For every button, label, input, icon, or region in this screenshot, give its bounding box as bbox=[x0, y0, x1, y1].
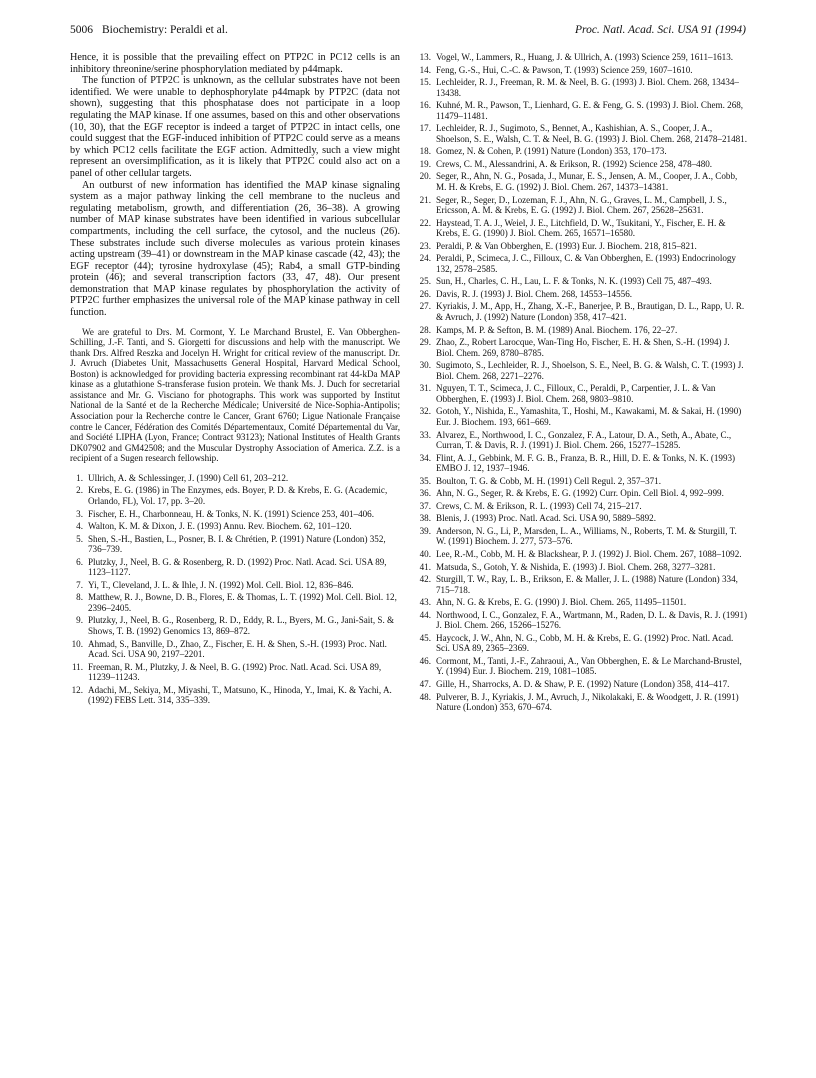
reference-text: Sugimoto, S., Lechleider, R. J., Shoelson, S. E., Neel, B. G. & Walsh, C. T. (1993) J. Biol. Chem. 268, 2271–2276. bbox=[436, 360, 744, 381]
reference-text: Pulverer, B. J., Kyriakis, J. M., Avruch, J., Nikolakaki, E. & Woodgett, J. R. (1991) Nature (London) 353, 670–674. bbox=[436, 691, 739, 713]
left-column bbox=[70, 52, 400, 708]
reference-number: 11. bbox=[71, 661, 83, 672]
reference-item bbox=[70, 485, 400, 506]
reference-text: Davis, R. J. (1993) J. Biol. Chem. 268, 14553–14556. bbox=[436, 288, 633, 299]
reference-number: 45. bbox=[419, 632, 431, 643]
reference-text: Peraldi, P. & Van Obberghen, E. (1993) Eur. J. Biochem. 218, 815–821. bbox=[436, 240, 697, 251]
reference-text: Gille, H., Sharrocks, A. D. & Shaw, P. E. (1992) Nature (London) 358, 414–417. bbox=[436, 678, 730, 689]
reference-number: 38. bbox=[419, 513, 431, 524]
reference-text: Lechleider, R. J., Freeman, R. M. & Neel, B. G. (1993) J. Biol. Chem. 268, 13434–13438. bbox=[436, 77, 739, 98]
reference-number: 30. bbox=[419, 360, 431, 371]
reference-number: 18. bbox=[419, 146, 431, 157]
reference-item bbox=[418, 501, 748, 512]
page-number: 5006 bbox=[70, 24, 93, 36]
reference-item bbox=[70, 615, 400, 636]
reference-item bbox=[418, 476, 748, 487]
reference-item bbox=[418, 488, 748, 499]
reference-number: 40. bbox=[419, 548, 431, 559]
right-column bbox=[418, 52, 748, 715]
reference-text: Krebs, E. G. (1986) in The Enzymes, eds. Boyer, P. D. & Krebs, E. G. (Academic, Orlando, FL), Vol. 17, pp. 3–20. bbox=[88, 485, 388, 506]
reference-text: Blenis, J. (1993) Proc. Natl. Acad. Sci. USA 90, 5889–5892. bbox=[436, 513, 657, 524]
reference-item bbox=[418, 383, 748, 404]
reference-text: Lee, R.-M., Cobb, M. H. & Blackshear, P. J. (1992) J. Biol. Chem. 267, 1088–1092. bbox=[436, 548, 742, 559]
reference-text: Sturgill, T. W., Ray, L. B., Erikson, E. & Maller, J. L. (1988) Nature (London) 334, 715–718. bbox=[436, 574, 738, 595]
reference-text: Peraldi, P., Scimeca, J. C., Filloux, C. & Van Obberghen, E. (1993) Endocrinology 132, 2578–2585. bbox=[436, 253, 736, 274]
body-paragraph: Hence, it is possible that the prevailing effect on PTP2C in PC12 cells is an inhibitory threonine/serine phosphorylation mediated by p44mapk. bbox=[70, 52, 400, 75]
reference-item bbox=[70, 534, 400, 555]
reference-text: Seger, R., Ahn, N. G., Posada, J., Munar, E. S., Jensen, A. M., Cooper, J. A., Cobb, M. H. & Krebs, E. G. (1992) J. Biol. Chem. 267, 14373–14381. bbox=[436, 171, 738, 193]
reference-text: Haycock, J. W., Ahn, N. G., Cobb, M. H. & Krebs, E. G. (1992) Proc. Natl. Acad. Sci. USA 89, 2365–2369. bbox=[436, 632, 734, 654]
reference-item bbox=[418, 325, 748, 336]
reference-number: 37. bbox=[419, 500, 431, 511]
reference-item bbox=[418, 195, 748, 216]
reference-item bbox=[418, 289, 748, 300]
reference-number: 47. bbox=[419, 678, 431, 689]
reference-text: Sun, H., Charles, C. H., Lau, L. F. & Tonks, N. K. (1993) Cell 75, 487–493. bbox=[436, 276, 712, 287]
reference-text: Lechleider, R. J., Sugimoto, S., Bennet, A., Kashishian, A. S., Cooper, J. A., Shoelson, S. E., Walsh, C. T. & Neel, B. G. (1993) J. Biol. Chem. 268, 21478–21481. bbox=[436, 123, 747, 144]
reference-text: Zhao, Z., Robert Larocque, Wan-Ting Ho, Fischer, E. H. & Shen, S.-H. (1994) J. Biol. Chem. 269, 8780–8785. bbox=[436, 337, 730, 358]
reference-item bbox=[70, 473, 400, 484]
reference-number: 46. bbox=[419, 655, 431, 666]
reference-item bbox=[70, 685, 400, 706]
reference-number: 24. bbox=[419, 253, 431, 264]
running-head: Biochemistry: Peraldi et al. bbox=[102, 24, 228, 36]
reference-item bbox=[418, 513, 748, 524]
reference-text: Fischer, E. H., Charbonneau, H. & Tonks, N. K. (1991) Science 253, 401–406. bbox=[88, 508, 374, 519]
reference-number: 5. bbox=[76, 533, 83, 544]
reference-number: 41. bbox=[419, 561, 431, 572]
reference-number: 16. bbox=[419, 100, 431, 111]
reference-item bbox=[418, 453, 748, 474]
reference-text: Crews, C. M. & Erikson, R. L. (1993) Cell 74, 215–217. bbox=[436, 500, 642, 511]
reference-number: 43. bbox=[419, 597, 431, 608]
reference-list-right bbox=[418, 52, 748, 713]
reference-text: Nguyen, T. T., Scimeca, J. C., Filloux, C., Peraldi, P., Carpentier, J. L. & Van Obberghen, E. (1993) J. Biol. Chem. 268, 9803–9810. bbox=[436, 383, 716, 404]
reference-text: Alvarez, E., Northwood, I. C., Gonzalez, F. A., Latour, D. A., Seth, A., Abate, C., Curran, T. & Davis, R. J. (1991) J. Biol. Chem. 266, 15277–15285. bbox=[436, 429, 732, 451]
reference-text: Freeman, R. M., Plutzky, J. & Neel, B. G. (1992) Proc. Natl. Acad. Sci. USA 89, 11239–11243. bbox=[88, 661, 382, 683]
reference-item bbox=[70, 592, 400, 613]
reference-number: 21. bbox=[419, 194, 431, 205]
reference-number: 25. bbox=[419, 276, 431, 287]
reference-number: 33. bbox=[419, 429, 431, 440]
reference-text: Gomez, N. & Cohen, P. (1991) Nature (London) 353, 170–173. bbox=[436, 146, 667, 157]
reference-text: Anderson, N. G., Li, P., Marsden, L. A., Williams, N., Roberts, T. M. & Sturgill, T. W. (1991) Biochem. J. 277, 573–576. bbox=[436, 525, 737, 547]
reference-number: 12. bbox=[71, 684, 83, 695]
reference-text: Kyriakis, J. M., App, H., Zhang, X.-F., Banerjee, P. B., Brautigan, D. L., Rapp, U. R. & Avruch, J. (1992) Nature (London) 358, 417–421. bbox=[436, 301, 745, 323]
reference-number: 19. bbox=[419, 158, 431, 169]
acknowledgments: We are grateful to Drs. M. Cormont, Y. Le Marchand Brustel, E. Van Obberghen-Schilling, J.-F. Tanti, and S. Giorgetti for discussions and help with the manuscript. We thank Drs. Alfred Reszka and Jocelyn H. Wright for critical review of the manuscript. Dr. J. Avruch (Diabetes Unit, Massachusetts General Hospital, Harvard Medical School, Boston) is acknowledged for providing bacteria expressing recombinant rat 44-kDa MAP kinase as a glutathione S-transferase fusion protein. We thank Ms. J. Duch for secretarial assistance and Mr. G. Visciano for photographs. This work was supported by Institut National de la Santé et de la Recherche Médicale; Université de Nice-Sophia-Antipolis; Association pour la Recherche contre le Cancer, Grant 6760; Ligue Nationale Française contre le Cancer, Fédération des Comités Départementaux, Comité Départemental du Var, and Société LIPHA (Lyon, France; Contract 93123); National Institutes of Health Grants DK07902 and GM42508; and the Muscular Dystrophy Association of America. Z.Z. is a recipient of a Sugen research fellowship. bbox=[70, 326, 400, 464]
reference-text: Ahn, N. G., Seger, R. & Krebs, E. G. (1992) Curr. Opin. Cell Biol. 4, 992–999. bbox=[436, 488, 724, 499]
reference-item bbox=[418, 562, 748, 573]
reference-item bbox=[418, 337, 748, 358]
reference-text: Ahn, N. G. & Krebs, E. G. (1990) J. Biol. Chem. 265, 11495–11501. bbox=[436, 597, 687, 608]
reference-item bbox=[418, 218, 748, 239]
reference-item bbox=[418, 123, 748, 144]
reference-text: Adachi, M., Sekiya, M., Miyashi, T., Matsuno, K., Hinoda, Y., Imai, K. & Yachi, A. (1992) FEBS Lett. 314, 335–339. bbox=[88, 684, 392, 706]
reference-item bbox=[418, 65, 748, 76]
reference-item bbox=[418, 253, 748, 274]
reference-list-left bbox=[70, 473, 400, 706]
reference-text: Seger, R., Seger, D., Lozeman, F. J., Ahn, N. G., Graves, L. M., Campbell, J. S., Ericsson, A. M. & Krebs, E. G. (1992) J. Biol. Chem. 267, 25628–25631. bbox=[436, 194, 727, 216]
reference-number: 9. bbox=[76, 615, 83, 626]
reference-item bbox=[418, 360, 748, 381]
reference-item bbox=[418, 610, 748, 631]
reference-number: 6. bbox=[76, 556, 83, 567]
reference-number: 14. bbox=[419, 64, 431, 75]
reference-item bbox=[418, 597, 748, 608]
reference-number: 15. bbox=[419, 77, 431, 88]
reference-item bbox=[70, 639, 400, 660]
reference-text: Northwood, I. C., Gonzalez, F. A., Wartmann, M., Raden, D. L. & Davis, R. J. (1991) J. Biol. Chem. 266, 15266–15276. bbox=[436, 609, 748, 631]
reference-number: 26. bbox=[419, 288, 431, 299]
reference-text: Walton, K. M. & Dixon, J. E. (1993) Annu. Rev. Biochem. 62, 101–120. bbox=[88, 521, 352, 532]
reference-number: 32. bbox=[419, 406, 431, 417]
reference-number: 3. bbox=[76, 508, 83, 519]
reference-text: Matsuda, S., Gotoh, Y. & Nishida, E. (1993) J. Biol. Chem. 268, 3277–3281. bbox=[436, 561, 716, 572]
reference-text: Plutzky, J., Neel, B. G. & Rosenberg, R. D. (1992) Proc. Natl. Acad. Sci. USA 89, 1123–1127. bbox=[88, 556, 387, 578]
reference-item bbox=[418, 52, 748, 63]
reference-text: Vogel, W., Lammers, R., Huang, J. & Ullrich, A. (1993) Science 259, 1611–1613. bbox=[436, 52, 734, 62]
reference-text: Flint, A. J., Gebbink, M. F. G. B., Franza, B. R., Hill, D. E. & Tonks, N. K. (1993) EMBO J. 12, 1937–1946. bbox=[436, 452, 736, 474]
reference-number: 28. bbox=[419, 324, 431, 335]
reference-text: Kamps, M. P. & Sefton, B. M. (1989) Anal. Biochem. 176, 22–27. bbox=[436, 324, 678, 335]
reference-number: 36. bbox=[419, 488, 431, 499]
reference-item bbox=[418, 430, 748, 451]
reference-number: 2. bbox=[76, 485, 83, 496]
reference-text: Kuhné, M. R., Pawson, T., Lienhard, G. E. & Feng, G. S. (1993) J. Biol. Chem. 268, 11479–11481. bbox=[436, 100, 744, 121]
reference-item bbox=[70, 580, 400, 591]
reference-item bbox=[418, 241, 748, 252]
reference-text: Boulton, T. G. & Cobb, M. H. (1991) Cell Regul. 2, 357–371. bbox=[436, 475, 661, 486]
reference-number: 35. bbox=[419, 475, 431, 486]
reference-item bbox=[418, 100, 748, 121]
reference-text: Yi, T., Cleveland, J. L. & Ihle, J. N. (1992) Mol. Cell. Biol. 12, 836–846. bbox=[88, 579, 354, 590]
page-header bbox=[70, 22, 746, 38]
reference-number: 20. bbox=[419, 171, 431, 182]
reference-text: Haystead, T. A. J., Weiel, J. E., Litchfield, D. W., Tsukitani, Y., Fischer, E. H. & Krebs, E. G. (1990) J. Biol. Chem. 265, 16571–16580. bbox=[436, 217, 726, 239]
reference-number: 42. bbox=[419, 574, 431, 585]
reference-item bbox=[70, 521, 400, 532]
reference-text: Shen, S.-H., Bastien, L., Posner, B. I. & Chrétien, P. (1991) Nature (London) 352, 736–739. bbox=[88, 533, 386, 555]
reference-text: Cormont, M., Tanti, J.-F., Zahraoui, A., Van Obberghen, E. & Le Marchand-Brustel, Y. (1994) Eur. J. Biochem. 219, 1081–1085. bbox=[436, 655, 742, 677]
reference-item bbox=[70, 662, 400, 683]
reference-text: Gotoh, Y., Nishida, E., Yamashita, T., Hoshi, M., Kawakami, M. & Sakai, H. (1990) Eur. J. Biochem. 193, 661–669. bbox=[436, 406, 742, 427]
reference-item bbox=[418, 276, 748, 287]
reference-number: 7. bbox=[76, 579, 83, 590]
body-paragraph: The function of PTP2C is unknown, as the cellular substrates have not been identified. We were unable to dephosphorylate p44mapk by PTP2C (data not shown), suggesting that this phosphatase does not participate in a loop regulating the MAP kinase. If one assumes, based on this and other observations (10, 30), that the EGF receptor is indeed a target of PTP2C in intact cells, one could suggest that the EGF-induced inhibition of PTP2C could serve as a means by which PC12 cells facilitate the EGF action. Admittedly, such a view might represent an oversimplification, as it is likely that PTP2C could also act on a panel of other cellular targets. bbox=[70, 75, 400, 179]
reference-item bbox=[418, 171, 748, 192]
reference-item bbox=[418, 549, 748, 560]
reference-item bbox=[418, 679, 748, 690]
reference-number: 31. bbox=[419, 383, 431, 394]
reference-item bbox=[418, 146, 748, 157]
reference-item bbox=[418, 526, 748, 547]
journal-citation: Proc. Natl. Acad. Sci. USA 91 (1994) bbox=[575, 24, 746, 36]
reference-number: 13. bbox=[419, 52, 431, 62]
reference-item bbox=[418, 692, 748, 713]
reference-number: 10. bbox=[71, 638, 83, 649]
reference-text: Ahmad, S., Banville, D., Zhao, Z., Fischer, E. H. & Shen, S.-H. (1993) Proc. Natl. Acad. Sci. USA 90, 2197–2201. bbox=[88, 638, 387, 660]
reference-number: 44. bbox=[419, 609, 431, 620]
reference-number: 34. bbox=[419, 452, 431, 463]
reference-text: Ullrich, A. & Schlessinger, J. (1990) Cell 61, 203–212. bbox=[88, 472, 289, 483]
reference-item bbox=[418, 77, 748, 98]
reference-item bbox=[70, 557, 400, 578]
reference-number: 48. bbox=[419, 691, 431, 702]
reference-number: 1. bbox=[76, 472, 83, 483]
reference-number: 4. bbox=[76, 521, 83, 532]
reference-text: Plutzky, J., Neel, B. G., Rosenberg, R. D., Eddy, R. L., Byers, M. G., Jani-Sait, S. & Shows, T. B. (1992) Genomics 13, 869–872. bbox=[88, 615, 395, 636]
reference-item bbox=[418, 633, 748, 654]
body-paragraph: An outburst of new information has identified the MAP kinase signaling system as a major pathway linking the cell membrane to the nucleus and regulating metabolism, growth, and differentiation (26, 36–38). A growing number of MAP kinase substrates have been identified in various subcellular compartments, including the cell surface, the cytosol, and the nucleus (26). These substrates include such diverse molecules as various protein kinases acting upstream (39–41) or downstream in the MAP kinase cascade (42, 43); the EGF receptor (44); tyrosine hydroxylase (45); Rab4, a small GTP-binding protein (46); and several transcription factors (33, 47, 48). Our present demonstration that MAP kinase regulates by phosphorylation the activity of PTP2C further emphasizes the universal role of the MAP kinase pathway in cell function. bbox=[70, 179, 400, 319]
reference-number: 23. bbox=[419, 240, 431, 251]
reference-text: Feng, G.-S., Hui, C.-C. & Pawson, T. (1993) Science 259, 1607–1610. bbox=[436, 64, 693, 75]
reference-item bbox=[418, 656, 748, 677]
reference-item bbox=[70, 509, 400, 520]
reference-text: Matthew, R. J., Bowne, D. B., Flores, E. & Thomas, L. T. (1992) Mol. Cell. Biol. 12, 2396–2405. bbox=[88, 592, 397, 613]
reference-number: 8. bbox=[76, 592, 83, 603]
reference-number: 17. bbox=[419, 123, 431, 134]
reference-item bbox=[418, 159, 748, 170]
reference-item bbox=[418, 406, 748, 427]
reference-item bbox=[418, 301, 748, 322]
reference-number: 29. bbox=[419, 337, 431, 348]
reference-text: Crews, C. M., Alessandrini, A. & Erikson, R. (1992) Science 258, 478–480. bbox=[436, 158, 713, 169]
reference-number: 22. bbox=[419, 217, 431, 228]
reference-number: 27. bbox=[419, 301, 431, 312]
reference-item bbox=[418, 574, 748, 595]
reference-number: 39. bbox=[419, 525, 431, 536]
